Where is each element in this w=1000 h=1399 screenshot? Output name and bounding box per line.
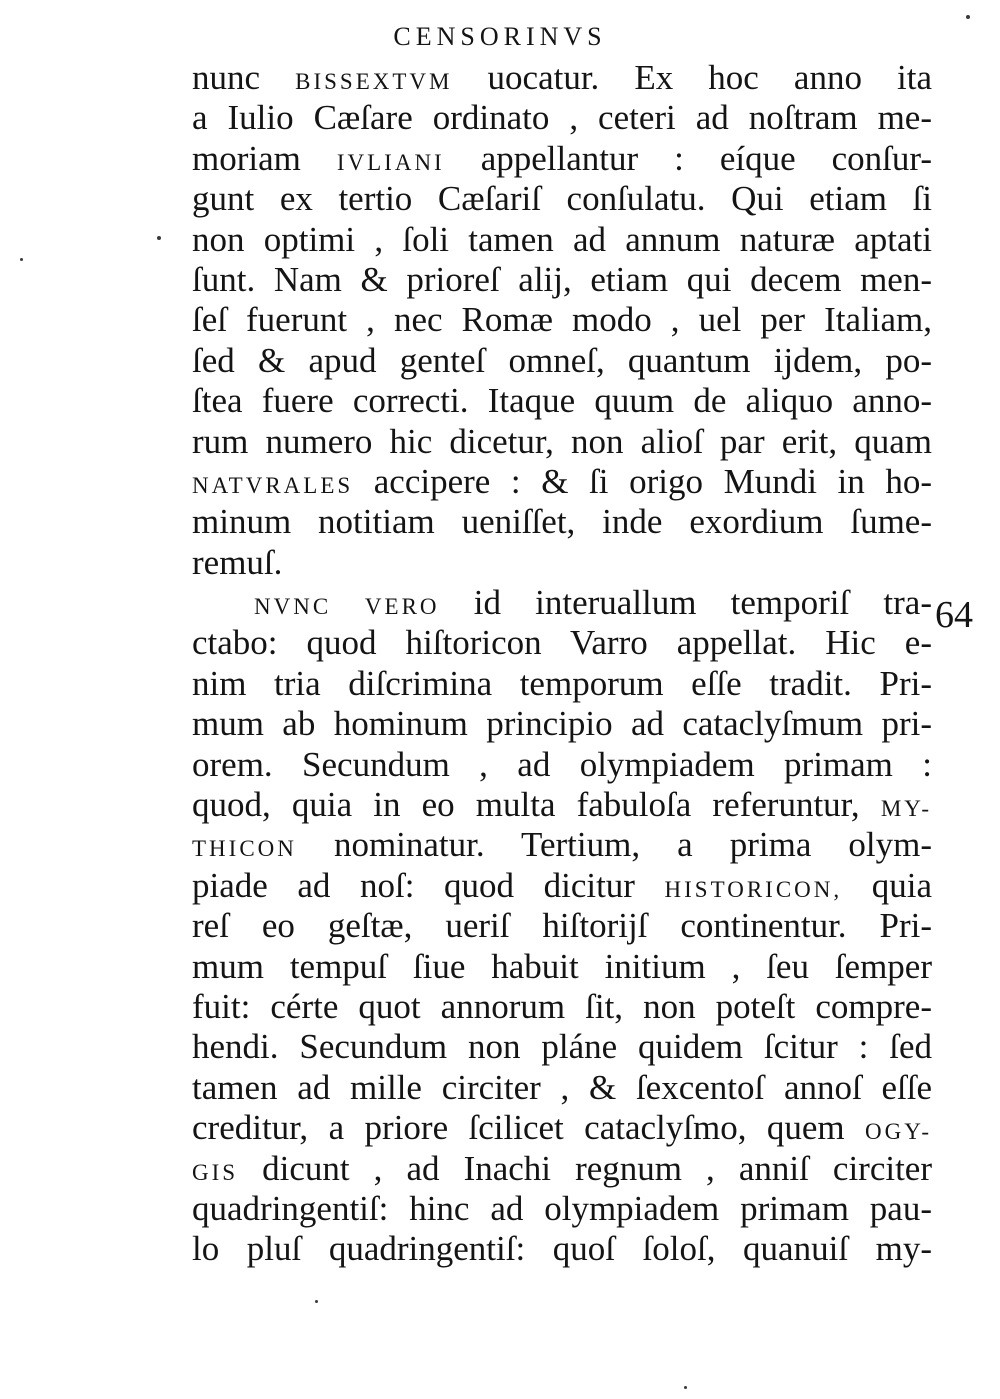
text-line xyxy=(192,1027,932,1067)
text-run: nominatur. Tertium, a prima olym- xyxy=(296,825,932,865)
text-line xyxy=(192,623,932,663)
small-caps-word: THICON xyxy=(192,836,297,862)
text-run: nim tria diſcrimina temporum eſſe tradit. Pri- xyxy=(192,663,932,703)
text-run: uocatur. Ex hoc anno ita xyxy=(452,58,932,97)
text-run: a Iulio Cæſare ordinato , ceteri ad noſtram me- xyxy=(192,98,932,138)
small-caps-word: GIS xyxy=(192,1159,239,1185)
ink-speck xyxy=(20,258,23,261)
text-line xyxy=(192,664,932,704)
text-run: id interuallum temporiſ tra- xyxy=(439,583,932,623)
text-line xyxy=(192,422,932,462)
text-line xyxy=(192,906,932,946)
text-run: fuit: cérte quot annorum ſit, non poteſt compre- xyxy=(192,986,932,1026)
text-line xyxy=(192,947,932,987)
text-run: orem. Secundum , ad olympiadem primam : xyxy=(192,744,932,784)
text-line xyxy=(192,745,932,785)
ink-speck xyxy=(315,1300,318,1303)
text-line xyxy=(192,462,932,502)
text-run: ſtea fuere correcti. Itaque quum de aliquo anno- xyxy=(192,381,932,421)
text-run: remuſ. xyxy=(192,542,283,582)
text-run: lo pluſ quadringentiſ: quoſ ſoloſ, quanuiſ my- xyxy=(192,1229,932,1269)
text-run: quia xyxy=(842,865,932,905)
small-caps-word: NVNC VERO xyxy=(254,594,440,620)
text-line xyxy=(192,502,932,542)
page-number: 64 xyxy=(935,594,973,636)
text-line xyxy=(192,220,932,260)
small-caps-word: OGY- xyxy=(865,1119,932,1145)
running-head: CENSORINVS xyxy=(393,22,607,51)
text-line xyxy=(192,785,932,825)
text-run: reſ eo geſtæ, ueriſ hiſtorijſ continentur. Pri- xyxy=(192,906,932,946)
small-caps-word: BISSEXTVM xyxy=(295,69,453,94)
text-line xyxy=(192,1189,932,1229)
text-run: hendi. Secundum non pláne quidem ſcitur : ſed xyxy=(192,1027,932,1067)
text-run: rum numero hic dicetur, non alioſ par erit, quam xyxy=(192,421,932,461)
text-run: ſunt. Nam & prioreſ alij, etiam qui decem men- xyxy=(192,259,932,299)
text-run: accipere : & ſi origo Mundi in ho- xyxy=(353,461,932,501)
text-line xyxy=(192,543,932,583)
text-run: ſed & apud genteſ omneſ, quantum ijdem, po- xyxy=(192,340,932,380)
text-run: minum notitiam ueniſſet, inde exordium ſume- xyxy=(192,502,932,542)
text-run: quadringentiſ: hinc ad olympiadem primam pau- xyxy=(192,1188,932,1228)
text-run: dicunt , ad Inachi regnum , anniſ circiter xyxy=(238,1148,932,1188)
text-line xyxy=(192,1149,932,1189)
text-run: mum ab hominum principio ad cataclyſmum pri- xyxy=(192,704,932,744)
text-run: non optimi , ſoli tamen ad annum naturæ aptati xyxy=(192,219,932,259)
text-line xyxy=(192,583,932,623)
text-run: ſeſ fuerunt , nec Romæ modo , uel per Italiam, xyxy=(192,300,932,340)
ink-speck xyxy=(157,236,161,240)
small-caps-word: NATVRALES xyxy=(192,472,354,498)
text-line xyxy=(192,866,932,906)
text-run: moriam xyxy=(192,138,337,178)
text-run: appellantur : eíque conſur- xyxy=(444,138,932,178)
text-run: nunc xyxy=(192,58,296,97)
text-line xyxy=(192,58,932,98)
text-run: creditur, a priore ſcilicet cataclyſmo, quem xyxy=(192,1108,866,1148)
text-run: tamen ad mille circiter , & ſexcentoſ annoſ eſſe xyxy=(192,1067,932,1107)
text-line xyxy=(192,1068,932,1108)
text-line xyxy=(192,98,932,138)
text-line xyxy=(192,300,932,340)
text-line xyxy=(192,987,932,1027)
text-line xyxy=(192,179,932,219)
text-run: quod, quia in eo multa fabuloſa referuntur, xyxy=(192,785,881,825)
text-run: gunt ex tertio Cæſariſ conſulatu. Qui etiam ſi xyxy=(192,179,932,219)
text-line xyxy=(192,381,932,421)
small-caps-word: HISTORICON, xyxy=(664,876,843,902)
text-block xyxy=(192,58,932,1270)
text-line xyxy=(192,825,932,865)
text-line xyxy=(192,341,932,381)
small-caps-word: IVLIANI xyxy=(336,149,445,175)
small-caps-word: MY- xyxy=(880,796,932,822)
text-line xyxy=(192,704,932,744)
text-line xyxy=(192,139,932,179)
ink-speck xyxy=(966,15,970,19)
text-line xyxy=(192,260,932,300)
text-run: piade ad noſ: quod dicitur xyxy=(192,865,665,905)
text-line xyxy=(192,1229,932,1269)
text-run: ctabo: quod hiſtoricon Varro appellat. Hic e- xyxy=(192,623,932,663)
text-run: mum tempuſ ſiue habuit initium , ſeu ſemper xyxy=(192,946,932,986)
ink-speck xyxy=(684,1386,687,1389)
text-line xyxy=(192,1108,932,1148)
